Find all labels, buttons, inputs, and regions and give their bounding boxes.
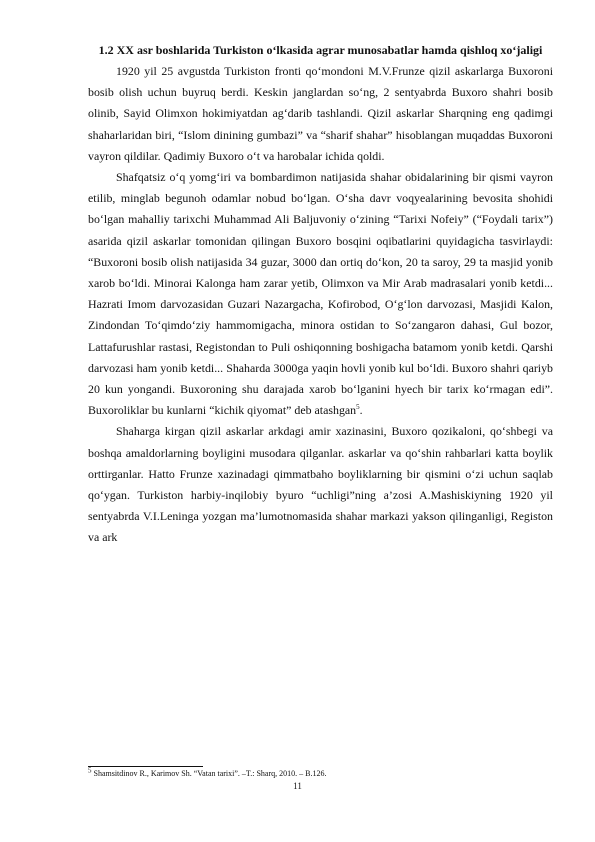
paragraph-2 — [88, 167, 553, 421]
paragraph-2-text: Shafqatsiz o‘q yomg‘iri va bombardimon natijasida shahar obidalarining bir qismi vayron etilib, minglab begunoh odamlar nobud bo‘lgan. O‘sha davr voqyealarining bevosita shohidi bo‘lgan mahalliy tarixchi Muhammad Ali Baljuvoniy o‘zining “Tarixi Nofeiy” (“Foydali tarix”) asarida qizil askarlar tomonidan qilingan Buxoro bosqini oqibatlarini quyidagicha tasvirlaydi: “Buxoroni bosib olish natijasida 34 guzar, 3000 dan ortiq do‘kon, 20 ta saroy, 29 ta masjid yonib xarob bo‘ldi. Minorai Kalonga ham zarar yetib, Olimxon va Mir Arab madrasalari yonib ketdi... Hazrati Imom darvozasidan Guzari Nazargacha, Kofirobod, O‘g‘lon darvozasi, Masjidi Kalon, Zindondan To‘qimdo‘ziy hammomigacha, minora ostidan to So‘zangaron dahasi, Gul bozor, Lattafurushlar rastasi, Registondan to Puli oshiqonning boshigacha batamom yonib ketdi. Qarshi darvozasi ham yonib ketdi... Shaharda 3000ga yaqin hovli yonib kul bo‘ldi. Buxoro shahri qariyb 20 kun yongandi. Buxoroning shu darajada xarob bo‘lganini hyech bir tarix ko‘rmagan edi”. Buxoroliklar bu kunlarni “kichik qiyomat” deb atashgan — [88, 170, 553, 418]
paragraph-1 — [88, 61, 553, 167]
paragraph-3-text: Shaharga kirgan qizil askarlar arkdagi amir xazinasini, Buxoro qozikaloni, qo‘shbegi va boshqa amaldorlarning boyligini musodara qilganlar. askarlar va qo‘shin rahbarlari katta boylik orttirganlar. Hatto Frunze xazinadagi qimmatbaho boyliklarning bir qismini o‘zi uchun saqlab qo‘ygan. Turkiston harbiy-inqilobiy byuro “uchligi”ning a’zosi A.Mashiskiyning 1920 yil sentyabrda V.I.Leninga yozgan ma’lumotnomasida shahar markazi yakson qilinganligi, Registon va ark — [88, 424, 553, 545]
paragraph-1-text: 1920 yil 25 avgustda Turkiston fronti qo‘mondoni M.V.Frunze qizil askarlarga Buxoroni bosib olish uchun buyruq berdi. Keskin janglardan so‘ng, 2 sentyabrda Buxoro shahri bosib olinib, Sayid Olimxon hokimiyatdan ag‘darib tashlandi. Qizil askarlar Sharqning eng qadimgi shaharlaridan biri, “Islom dinining gumbazi” va “sharif shahar” hisoblangan muqaddas Buxoroni vayron qildilar. Qadimiy Buxoro o‘t va harobalar ichida qoldi. — [88, 64, 553, 163]
footnote-text: Shamsitdinov R., Karimov Sh. “Vatan tarixi”. –T.: Sharq, 2010. – B.126. — [91, 769, 327, 778]
paragraph-2-tail: . — [359, 403, 363, 418]
footnote-divider — [88, 766, 203, 767]
footnote-reference[interactable]: 5 — [356, 403, 360, 412]
footnote-marker: 5 — [88, 766, 92, 775]
paragraph-3 — [88, 421, 553, 548]
footnote — [88, 766, 553, 779]
section-title: 1.2 XX asr boshlarida Turkiston o‘lkasida agrar munosabatlar hamda qishloq xo‘jaligi — [98, 43, 543, 57]
page-number: 11 — [293, 781, 302, 791]
